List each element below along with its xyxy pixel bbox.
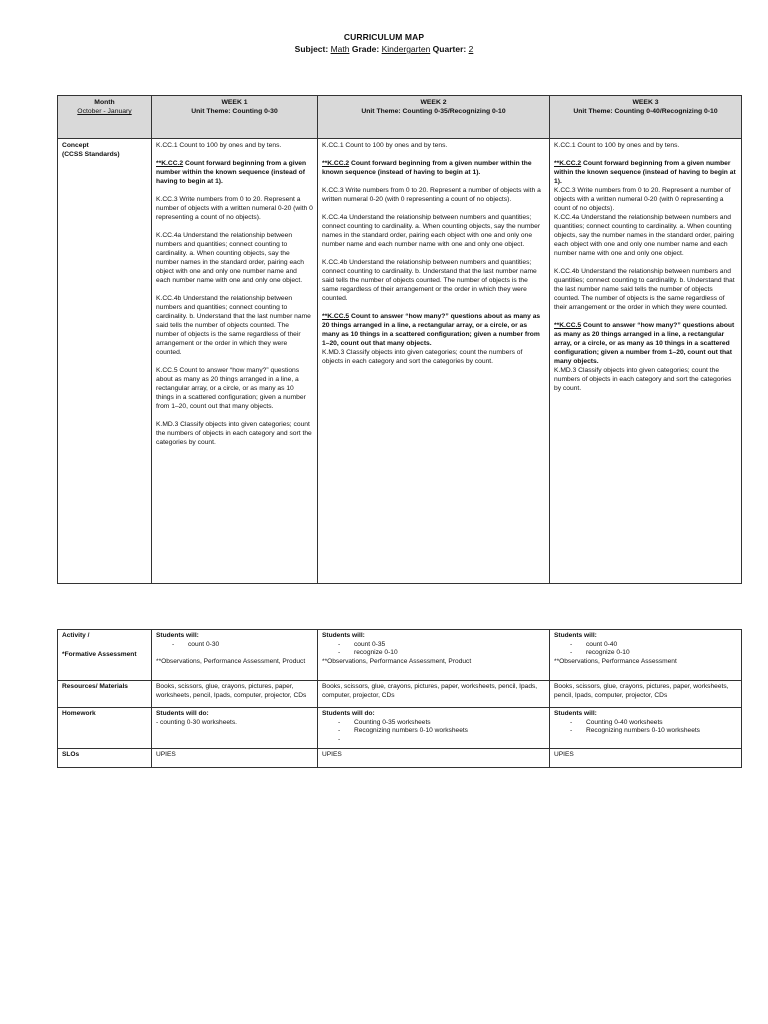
w1-activity-text: count 0-30 xyxy=(188,640,220,648)
w2-students-will: Students will: xyxy=(322,632,365,639)
w1-kcc4a: K.CC.4a Understand the relationship between numbers and quantities; connect counting to cardinality. a. When counting objects, say the number names in the standard order, pairing each object with one and only one number name and each number name with one and only one object. xyxy=(156,232,304,284)
concept-label: Concept xyxy=(62,142,89,149)
w2-kcc2 xyxy=(322,159,545,177)
w3-kcc5 xyxy=(554,321,737,366)
w1-slo: UPIES xyxy=(152,749,318,768)
w2-hw-item-2: - Recognizing numbers 0-10 worksheets xyxy=(338,727,468,735)
w3-kcc2 xyxy=(554,159,737,186)
week3-title: WEEK 3 xyxy=(632,99,659,106)
week1-standards-cell xyxy=(152,139,318,584)
w2-kcc4b: K.CC.4b Understand the relationship between numbers and quantities; connect counting to cardinality. b. Understand that the last number name said tells the number of objects counted. The number of objects is the same regardless of their arrangement or the order in which they were counted. xyxy=(322,259,537,302)
w1-kcc2 xyxy=(156,159,313,186)
quarter-value: 2 xyxy=(468,44,474,54)
w2-kcc2-code: **K.CC.2 xyxy=(322,160,350,167)
w1-formative: **Observations, Performance Assessment, Product xyxy=(156,658,306,666)
w3-hw-item-1: - Counting 0-40 worksheets xyxy=(570,718,663,726)
w2-kcc5 xyxy=(322,312,545,348)
w2-hw-item-1: - Counting 0-35 worksheets xyxy=(338,718,431,726)
homework-row xyxy=(58,708,742,749)
week1-header-cell xyxy=(152,96,318,139)
w2-activity-item-1: - count 0-35 xyxy=(338,640,386,648)
w3-hw-item-2: - Recognizing numbers 0-10 worksheets xyxy=(570,727,700,735)
w3-kcc3: K.CC.3 Write numbers from 0 to 20. Represent a number of objects with a written numeral 0-20 (with 0 representing a count of no objects). xyxy=(554,187,731,212)
concept-row xyxy=(58,139,742,584)
w3-activity-item-1: - count 0-40 xyxy=(570,640,618,648)
month-label: Month xyxy=(94,99,115,106)
month-range: October - January xyxy=(77,108,132,115)
w1-kcc1: K.CC.1 Count to 100 by ones and by tens. xyxy=(156,142,282,149)
w1-activity-item: - count 0-30 xyxy=(172,640,220,648)
formative-label: *Formative Assessment xyxy=(62,650,137,658)
w2-homework-cell xyxy=(318,708,550,749)
w2-kcc3: K.CC.3 Write numbers from 0 to 20. Represent a number of objects with a written numeral 0-20 (with 0 representing a count of no objects). xyxy=(322,187,541,203)
concept-table-header-row xyxy=(58,96,742,139)
w3-activity-text-2: recognize 0-10 xyxy=(586,649,630,657)
week3-theme: Unit Theme: Counting 0-40/Recognizing 0-10 xyxy=(573,108,718,115)
w3-kcc4b: K.CC.4b Understand the relationship between numbers and quantities; connect counting to cardinality. b. Understand that the last number name said tells the number of objects counted. The number of objects is the same regardless of their arrangement or the order in which they were counted. xyxy=(554,268,735,311)
week2-standards-cell xyxy=(318,139,550,584)
w2-kcc5-text: Count to answer “how many?” questions about as many as 20 things arranged in a line, a rectangular array, or a circle, or as many as 10 things in a scattered configuration; given a number from 1–20, count out that many objects. xyxy=(322,313,541,347)
w1-kcc5: K.CC.5 Count to answer “how many?” questions about as many as 20 things arranged in a line, a rectangular array, or a circle, or as many as 10 things in a scattered configuration; given a number from 1–20, count out that many objects. xyxy=(156,367,306,410)
w1-kcc4b: K.CC.4b Understand the relationship between numbers and quantities; connect counting to cardinality. b. Understand that the last number name said tells the number of objects counted. The number of objects is the same regardless of their arrangement or the order in which they were counted. xyxy=(156,295,311,356)
activity-label: Activity / xyxy=(62,632,90,639)
w3-kcc5-text: Count to answer “how many?” questions about as many as 20 things arranged in a line, a rectangular array, or a circle, or as many as 10 things in a scattered configuration; given a number from 1–20, count out that many objects. xyxy=(554,322,735,365)
subject-label: Subject: xyxy=(294,44,329,54)
w3-hw-text-2: Recognizing numbers 0-10 worksheets xyxy=(586,727,700,735)
w3-kcc2-text: Count forward beginning from a given number within the known sequence (instead of having to begin at 1). xyxy=(554,160,736,185)
w2-kcc4a: K.CC.4a Understand the relationship between numbers and quantities; connect counting to cardinality. a. When counting objects, say the number names in the standard order, pairing each object with one and only one number name and each number name with one and only one object. xyxy=(322,214,541,248)
w2-kcc2-text: Count forward beginning from a given number within the known sequence (instead of having to begin at 1). xyxy=(322,160,532,176)
quarter-label: Quarter: xyxy=(432,44,467,54)
concept-label-cell xyxy=(58,139,152,584)
w1-hw-head: Students will do: xyxy=(156,710,209,717)
w3-homework-cell xyxy=(550,708,742,749)
week3-header-cell xyxy=(550,96,742,139)
slo-row xyxy=(58,749,742,768)
w3-kcc1: K.CC.1 Count to 100 by ones and by tens. xyxy=(554,142,680,149)
w2-kcc1: K.CC.1 Count to 100 by ones and by tens. xyxy=(322,142,448,149)
w3-activity-text-1: count 0-40 xyxy=(586,640,618,648)
w3-activity-cell xyxy=(550,630,742,681)
w2-hw-head: Students will do: xyxy=(322,710,375,717)
subject-value: Math xyxy=(330,44,350,54)
w1-resources: Books, scissors, glue, crayons, pictures, paper, worksheets, pencil, Ipads, computer, projector, CDs xyxy=(152,681,318,708)
resources-label: Resources/ Materials xyxy=(58,681,152,708)
w3-kcc5-code: **K.CC.5 xyxy=(554,322,582,329)
week1-title: WEEK 1 xyxy=(221,99,248,106)
w2-activity-text-1: count 0-35 xyxy=(354,640,386,648)
week2-title: WEEK 2 xyxy=(420,99,447,106)
w1-hw-item: - counting 0-30 worksheets. xyxy=(156,718,237,726)
w1-kmd3: K.MD.3 Classify objects into given categories; count the numbers of objects in each category and sort the categories by count. xyxy=(156,421,312,446)
homework-label: Homework xyxy=(58,708,152,749)
week2-theme: Unit Theme: Counting 0-35/Recognizing 0-10 xyxy=(361,108,506,115)
w1-homework-cell xyxy=(152,708,318,749)
w3-activity-item-2: - recognize 0-10 xyxy=(570,649,630,657)
w1-kcc3: K.CC.3 Write numbers from 0 to 20. Represent a number of objects with a written numeral 0-20 (with 0 representing a count of no objects). xyxy=(156,196,313,221)
w3-formative: **Observations, Performance Assessment xyxy=(554,657,677,665)
w2-activity-cell xyxy=(318,630,550,681)
w2-hw-item-3: - xyxy=(338,735,341,743)
w2-kmd3: K.MD.3 Classify objects into given categories; count the numbers of objects in each category and sort the categories by count. xyxy=(322,349,523,365)
w3-hw-text-1: Counting 0-40 worksheets xyxy=(586,718,663,726)
w2-resources: Books, scissors, glue, crayons, pictures, paper, worksheets, pencil, Ipads, computer, projector, CDs xyxy=(318,681,550,708)
activities-table xyxy=(57,629,742,768)
w3-kcc2-code: **K.CC.2 xyxy=(554,160,582,167)
week1-theme: Unit Theme: Counting 0-30 xyxy=(191,108,278,115)
w3-kmd3: K.MD.3 Classify objects into given categories; count the numbers of objects in each category and sort the categories by count. xyxy=(554,367,732,392)
slo-label: SLOs xyxy=(58,749,152,768)
grade-value: Kindergarten xyxy=(381,44,431,54)
concept-sublabel: (CCSS Standards) xyxy=(62,151,120,158)
w2-activity-item-2: - recognize 0-10 xyxy=(338,649,398,657)
week2-header-cell xyxy=(318,96,550,139)
w2-kcc5-code: **K.CC.5 xyxy=(322,313,350,320)
document-subtitle xyxy=(0,44,768,54)
week3-standards-cell xyxy=(550,139,742,584)
w2-activity-text-2: recognize 0-10 xyxy=(354,649,398,657)
w2-hw-text-1: Counting 0-35 worksheets xyxy=(354,718,431,726)
w3-students-will: Students will: xyxy=(554,632,597,639)
concept-table xyxy=(57,95,742,584)
activity-row xyxy=(58,630,742,681)
w2-slo: UPIES xyxy=(318,749,550,768)
resources-row xyxy=(58,681,742,708)
w3-kcc4a: K.CC.4a Understand the relationship between numbers and quantities; connect counting to cardinality. a. When counting objects, say the number names in the standard order, pairing each object with one and only one number name and each number name with one and only one object. xyxy=(554,214,734,257)
document-title: CURRICULUM MAP xyxy=(343,32,425,42)
w3-slo: UPIES xyxy=(550,749,742,768)
w3-hw-head: Students will: xyxy=(554,710,597,717)
w1-kcc2-text: Count forward beginning from a given number within the known sequence (instead of having to begin at 1). xyxy=(156,160,307,185)
grade-label: Grade: xyxy=(351,44,380,54)
w2-hw-text-2: Recognizing numbers 0-10 worksheets xyxy=(354,727,468,735)
w1-activity-cell xyxy=(152,630,318,681)
w3-resources: Books, scissors, glue, crayons, pictures, paper, worksheets, pencil, Ipads, computer, projector, CDs xyxy=(550,681,742,708)
w1-kcc2-code: **K.CC.2 xyxy=(156,160,184,167)
w1-students-will: Students will: xyxy=(156,632,199,639)
activity-label-cell xyxy=(58,630,152,681)
w2-formative: **Observations, Performance Assessment, Product xyxy=(322,657,472,665)
month-header-cell xyxy=(58,96,152,139)
